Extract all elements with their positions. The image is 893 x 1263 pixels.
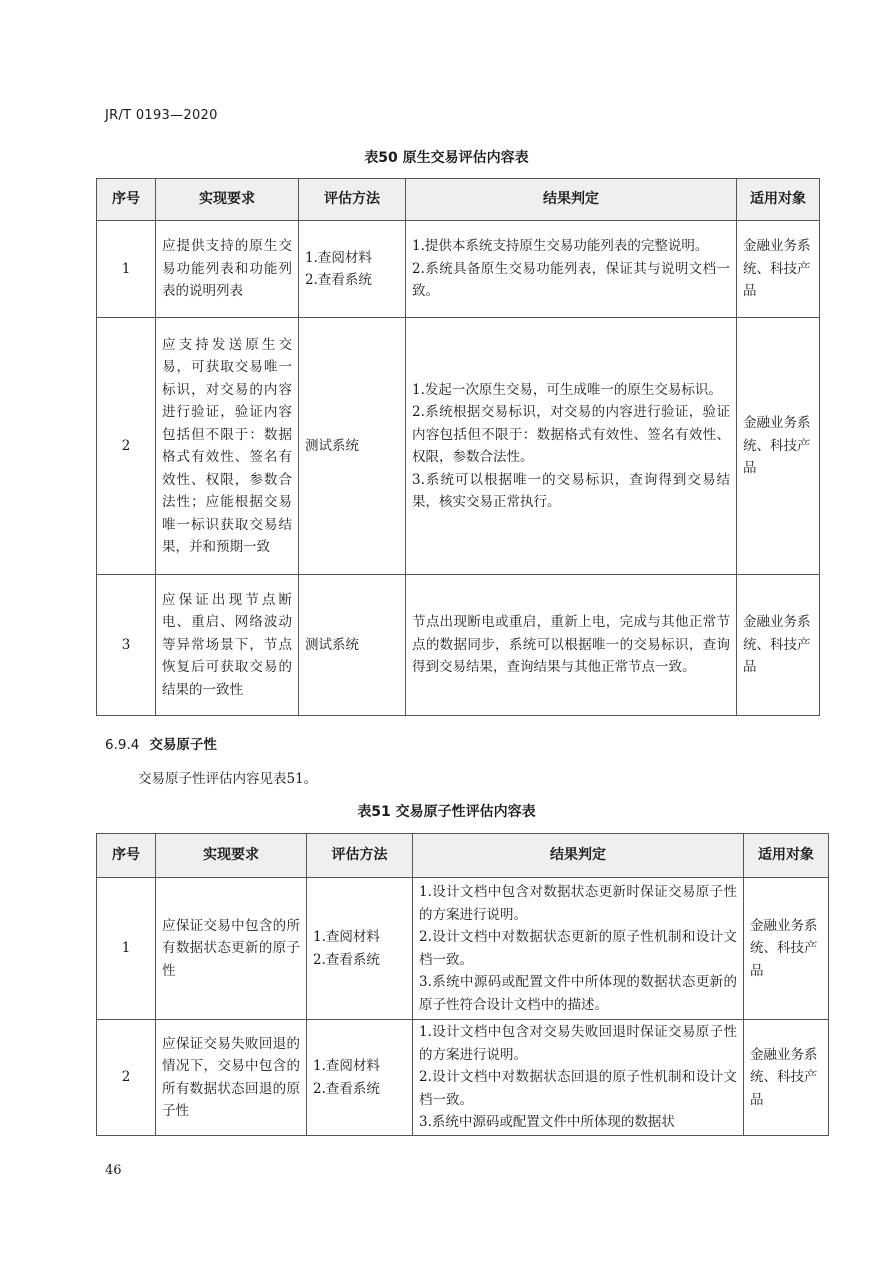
table-row <box>97 575 820 716</box>
table-50 <box>96 178 820 716</box>
row-target: 金融业务系统、科技产品 <box>737 318 820 575</box>
row-no: 2 <box>97 1020 156 1136</box>
row-requirement: 应提供支持的原生交易功能列表和功能列表的说明列表 <box>156 221 299 318</box>
row-target: 金融业务系统、科技产品 <box>744 1020 829 1136</box>
document-code: JR/T 0193—2020 <box>105 108 218 123</box>
row-requirement: 应保证交易中包含的所有数据状态更新的原子性 <box>156 878 307 1020</box>
section-title: 交易原子性 <box>149 737 217 753</box>
row-requirement: 应保证出现节点断电、重启、网络波动等异常场景下，节点恢复后可获取交易的结果的一致性 <box>156 575 299 716</box>
row-result: 1.提供本系统支持原生交易功能列表的完整说明。 2.系统具备原生交易功能列表，保证其与说明文档一致。 <box>412 238 730 300</box>
row-result: 1.设计文档中包含对数据状态更新时保证交易原子性的方案进行说明。 2.设计文档中对数据状态更新的原子性机制和设计文档一致。 3.系统中源码或配置文件中所体现的数据状态更新的原子性符合设计文档中的描述。 <box>419 884 737 1013</box>
header-result: 结果判定 <box>413 834 744 878</box>
row-no: 2 <box>97 318 156 575</box>
table-row <box>97 1020 829 1136</box>
header-result: 结果判定 <box>406 179 737 221</box>
header-no: 序号 <box>97 834 156 878</box>
page-number: 46 <box>105 1163 122 1178</box>
row-result: 1.设计文档中包含对交易失败回退时保证交易原子性的方案进行说明。 2.设计文档中对数据状态回退的原子性机制和设计文档一致。 3.系统中源码或配置文件中所体现的数据状 <box>419 1024 737 1131</box>
row-target: 金融业务系统、科技产品 <box>744 878 829 1020</box>
header-no: 序号 <box>97 179 156 221</box>
row-method: 测试系统 <box>305 437 359 454</box>
table-row <box>97 221 820 318</box>
table-50-caption: 表50 原生交易评估内容表 <box>364 150 529 166</box>
header-requirement: 实现要求 <box>156 179 299 221</box>
table-row <box>97 878 829 1020</box>
table-51 <box>96 833 829 1136</box>
row-result: 1.发起一次原生交易，可生成唯一的原生交易标识。 2.系统根据交易标识，对交易的内容进行验证，验证内容包括但不限于：数据格式有效性、签名有效性、权限，参数合法性。 3.系统可以根据唯一的交易标识，查询得到交易结果，核实交易正常执行。 <box>412 381 730 510</box>
header-method: 评估方法 <box>307 834 413 878</box>
row-method: 1.查阅材料 2.查看系统 <box>305 249 372 288</box>
row-method: 测试系统 <box>305 636 359 653</box>
row-method: 1.查阅材料 2.查看系统 <box>313 929 380 968</box>
row-target: 金融业务系统、科技产品 <box>737 575 820 716</box>
row-requirement: 应保证交易失败回退的情况下，交易中包含的所有数据状态回退的原子性 <box>156 1020 307 1136</box>
row-result: 节点出现断电或重启，重新上电，完成与其他正常节点的数据同步，系统可以根据唯一的交易标识，查询得到交易结果，查询结果与其他正常节点一致。 <box>412 614 730 676</box>
header-requirement: 实现要求 <box>156 834 307 878</box>
header-target: 适用对象 <box>737 179 820 221</box>
header-method: 评估方法 <box>299 179 406 221</box>
table-header-row <box>97 179 820 221</box>
row-no: 1 <box>97 878 156 1020</box>
table-header-row <box>97 834 829 878</box>
section-heading <box>105 733 217 753</box>
row-no: 1 <box>97 221 156 318</box>
table-51-caption: 表51 交易原子性评估内容表 <box>357 804 536 820</box>
row-method: 1.查阅材料 2.查看系统 <box>313 1058 380 1097</box>
row-requirement: 应支持发送原生交易，可获取交易唯一标识，对交易的内容进行验证，验证内容包括但不限于：数据格式有效性、签名有效性、权限，参数合法性；应能根据交易唯一标识获取交易结果，并和预期一致 <box>156 318 299 575</box>
body-paragraph: 交易原子性评估内容见表51。 <box>138 771 318 787</box>
header-target: 适用对象 <box>744 834 829 878</box>
row-target: 金融业务系统、科技产品 <box>737 221 820 318</box>
section-number: 6.9.4 <box>105 737 140 753</box>
row-no: 3 <box>97 575 156 716</box>
table-row <box>97 318 820 575</box>
